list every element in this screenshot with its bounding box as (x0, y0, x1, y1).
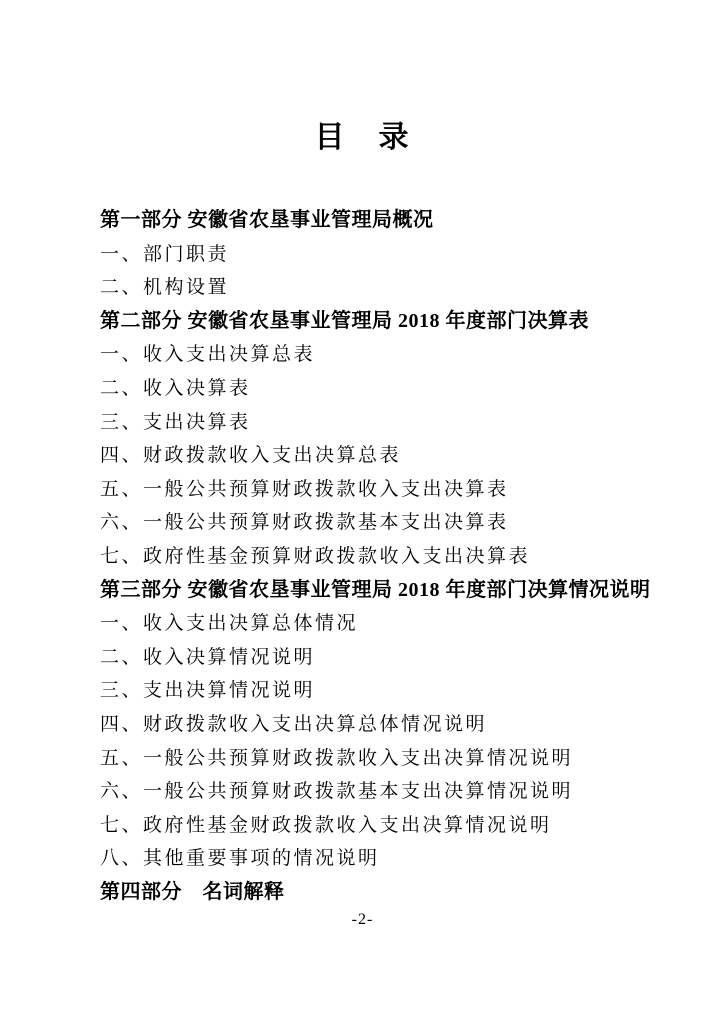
page-title: 目 录 (314, 121, 411, 154)
toc-item: 四、财政拨款收入支出决算总表 (100, 445, 402, 467)
toc-item: 七、政府性基金财政拨款收入支出决算情况说明 (100, 814, 552, 836)
toc-item: 三、支出决算情况说明 (100, 680, 316, 702)
toc-item: 二、收入决算表 (100, 377, 251, 399)
toc-item: 三、支出决算表 (100, 411, 251, 433)
toc-item: 一、收入支出决算总表 (100, 344, 316, 366)
toc-item: 一、收入支出决算总体情况 (100, 613, 359, 635)
toc-section-heading: 第一部分 安徽省农垦事业管理局概况 (100, 209, 434, 231)
toc-section-heading: 第四部分 名词解释 (100, 880, 285, 903)
toc-item: 七、政府性基金预算财政拨款收入支出决算表 (100, 545, 531, 567)
table-of-contents (100, 204, 685, 909)
toc-item: 二、收入决算情况说明 (100, 646, 316, 668)
toc-item: 八、其他重要事项的情况说明 (100, 848, 380, 870)
toc-item: 一、部门职责 (100, 243, 230, 265)
toc-section-heading: 第三部分 安徽省农垦事业管理局 2018 年度部门决算情况说明 (100, 578, 651, 601)
toc-item: 五、一般公共预算财政拨款收入支出决算表 (100, 478, 509, 500)
toc-section-heading: 第二部分 安徽省农垦事业管理局 2018 年度部门决算表 (100, 309, 589, 332)
toc-item: 四、财政拨款收入支出决算总体情况说明 (100, 713, 488, 735)
toc-item: 六、一般公共预算财政拨款基本支出决算情况说明 (100, 781, 574, 803)
toc-item: 二、机构设置 (100, 277, 230, 299)
page-number: -2- (351, 911, 374, 929)
toc-item: 五、一般公共预算财政拨款收入支出决算情况说明 (100, 747, 574, 769)
toc-item: 六、一般公共预算财政拨款基本支出决算表 (100, 512, 509, 534)
